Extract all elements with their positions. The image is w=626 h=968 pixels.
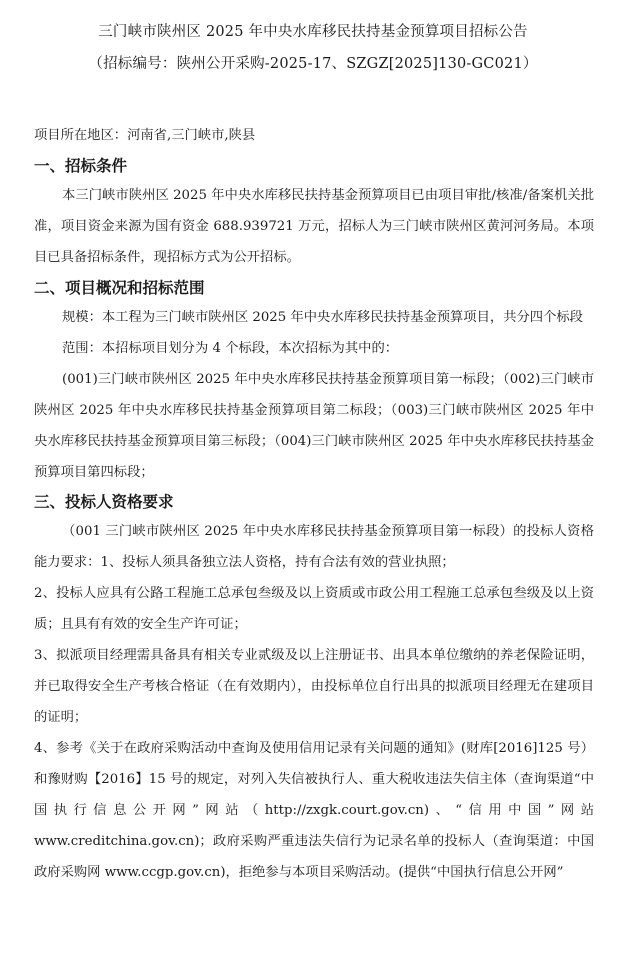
paragraph: 3、拟派项目经理需具备具有相关专业贰级及以上注册证书、出具本单位缴纳的养老保险证明，并已取得安全生产考核合格证（在有效期内），由投标单位自行出具的拟派项目经理无在建项目的证明； (34, 648, 594, 725)
paragraph: 4、参考《关于在政府采购活动中查询及使用信用记录有关问题的通知》(财库[2016]125 号）和豫财购【2016】15 号的规定，对列入失信被执行人、重大税收违法失信主体（查询渠道“中国执行信息公开网”网站（http://zxgk.court.gov.cn)、“信用中国”网站 www.creditchina.gov.cn)；政府采购严重违法失信行为记录名单的投标人（查询渠道：中国政府采购网 www.ccgp.gov.cn)，拒绝参与本项目采购活动。(提供“中国执行信息公开网” (34, 741, 594, 880)
paragraph: （001 三门峡市陕州区 2025 年中央水库移民扶持基金预算项目第一标段）的投标人资格能力要求：1、投标人须具备独立法人资格，持有合法有效的营业执照； (34, 524, 594, 570)
paragraph: 本三门峡市陕州区 2025 年中央水库移民扶持基金预算项目已由项目审批/核准/备案机关批准，项目资金来源为国有资金 688.939721 万元，招标人为三门峡市陕州区黄河河务局。本项目已具备招标条件，现招标方式为公开招标。 (34, 188, 594, 265)
document-body (34, 128, 594, 888)
section-heading-bidder-qualifications: 三、投标人资格要求 (34, 493, 174, 511)
paragraph: 2、投标人应具有公路工程施工总承包叁级及以上资质或市政公用工程施工总承包叁级及以上资质；且具有有效的安全生产许可证； (34, 586, 594, 632)
paragraph: 规模：本工程为三门峡市陕州区 2025 年中央水库移民扶持基金预算项目，共分四个标段 (62, 310, 583, 325)
paragraph: 范围：本招标项目划分为 4 个标段，本次招标为其中的： (62, 341, 399, 356)
tender-number: （招标编号：陕州公开采购-2025-17、SZGZ[2025]130-GC021） (88, 56, 538, 72)
paragraph: (001)三门峡市陕州区 2025 年中央水库移民扶持基金预算项目第一标段；（002)三门峡市陕州区 2025 年中央水库移民扶持基金预算项目第二标段；（003)三门峡市陕州区 2025 年中央水库移民扶持基金预算项目第三标段；（004)三门峡市陕州区 2025 年中央水库移民扶持基金预算项目第四标段； (34, 372, 594, 480)
section-heading-project-overview: 二、项目概况和招标范围 (34, 279, 205, 297)
document-title: 三门峡市陕州区 2025 年中央水库移民扶持基金预算项目招标公告 (98, 24, 528, 40)
project-location: 项目所在地区：河南省,三门峡市,陕县 (34, 128, 256, 143)
section-heading-tender-conditions: 一、招标条件 (34, 157, 128, 175)
